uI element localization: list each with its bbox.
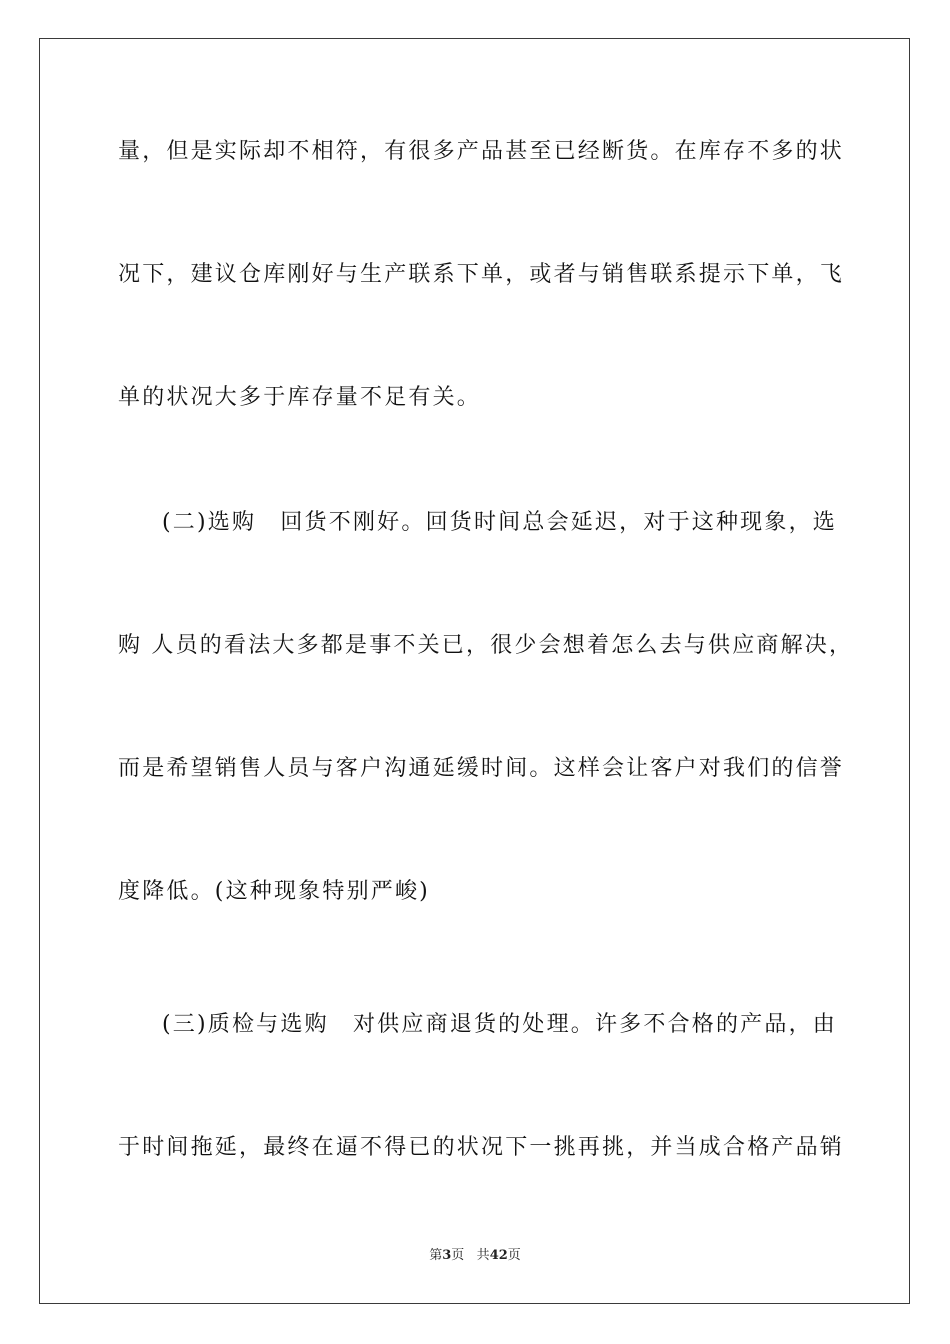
body-line-5: 购 人员的看法大多都是事不关已，很少会想着怎么去与供应商解决， <box>118 633 854 658</box>
page-footer <box>0 1247 950 1265</box>
body-line-7: 度降低。(这种现象特别严峻) <box>118 879 430 904</box>
footer-total-suffix: 页 <box>507 1248 521 1263</box>
footer-page-total: 42 <box>489 1248 508 1263</box>
body-line-8: (三)质检与选购 对供应商退货的处理。许多不合格的产品，由 <box>162 1012 837 1037</box>
body-line-9: 于时间拖延，最终在逼不得已的状况下一挑再挑，并当成合格产品销 <box>118 1135 845 1160</box>
body-line-6: 而是希望销售人员与客户沟通延缓时间。这样会让客户对我们的信誉 <box>118 756 845 781</box>
footer-page-prefix: 第 <box>429 1248 443 1263</box>
body-line-2: 况下，建议仓库刚好与生产联系下单，或者与销售联系提示下单，飞 <box>118 262 845 287</box>
footer-total-prefix: 共 <box>476 1248 490 1263</box>
body-line-3: 单的状况大多于库存量不足有关。 <box>118 385 482 410</box>
body-line-1: 量，但是实际却不相符，有很多产品甚至已经断货。在库存不多的状 <box>118 139 845 164</box>
footer-page-suffix: 页 <box>451 1248 465 1263</box>
footer-page-current: 3 <box>442 1248 452 1263</box>
body-line-4: (二)选购 回货不刚好。回货时间总会延迟，对于这种现象，选 <box>162 510 837 535</box>
page-border <box>39 38 910 1304</box>
